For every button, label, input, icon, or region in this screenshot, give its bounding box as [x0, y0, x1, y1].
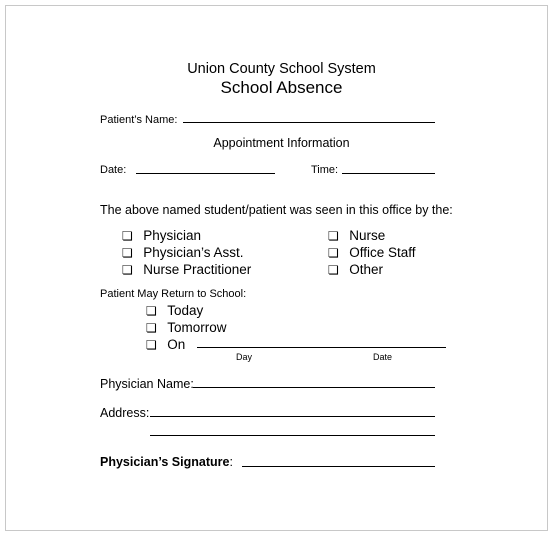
option-label: Tomorrow [167, 320, 227, 335]
return-on-field[interactable] [197, 347, 446, 348]
option-label: Physician’s Asst. [143, 245, 244, 260]
option-physicians-asst[interactable] [122, 244, 244, 262]
checkbox-icon[interactable]: ❏ [122, 263, 133, 277]
time-field[interactable] [342, 173, 435, 174]
option-label: Today [167, 303, 204, 318]
checkbox-icon[interactable]: ❏ [146, 304, 157, 318]
option-nurse[interactable] [328, 227, 385, 245]
checkbox-icon[interactable]: ❏ [328, 229, 339, 243]
checkbox-icon[interactable]: ❏ [122, 246, 133, 260]
option-nurse-practitioner[interactable] [122, 261, 251, 279]
option-label: Other [349, 262, 383, 277]
signature-label: Physician’s Signature [100, 455, 230, 469]
physician-name-field[interactable] [193, 387, 435, 388]
option-label: Office Staff [349, 245, 416, 260]
checkbox-icon[interactable]: ❏ [328, 263, 339, 277]
date-label: Date: [100, 164, 127, 176]
patient-name-label: Patient’s Name: [100, 114, 178, 126]
physician-name-label: Physician Name: [100, 377, 194, 391]
form-title: School Absence [220, 78, 343, 97]
date-field[interactable] [136, 173, 275, 174]
option-other[interactable] [328, 261, 383, 279]
checkbox-icon[interactable]: ❏ [146, 321, 157, 335]
day-caption: Day [236, 352, 253, 362]
signature-label-row [100, 455, 233, 469]
return-label: Patient May Return to School: [100, 288, 247, 300]
return-option-today[interactable] [146, 302, 203, 320]
option-label: Nurse Practitioner [143, 262, 252, 277]
option-office-staff[interactable] [328, 244, 416, 262]
date-caption: Date [373, 352, 393, 362]
seen-by-text: The above named student/patient was seen in this office by the: [100, 203, 453, 217]
appointment-heading: Appointment Information [213, 136, 350, 150]
checkbox-icon[interactable]: ❏ [146, 338, 157, 352]
address-field-line-1[interactable] [150, 416, 435, 417]
checkbox-icon[interactable]: ❏ [122, 229, 133, 243]
option-physician[interactable] [122, 227, 201, 245]
org-name: Union County School System [187, 61, 376, 77]
checkbox-icon[interactable]: ❏ [328, 246, 339, 260]
signature-field[interactable] [242, 466, 435, 467]
return-option-on[interactable] [146, 336, 185, 354]
patient-name-field[interactable] [183, 122, 435, 123]
address-label: Address: [100, 406, 150, 420]
return-option-tomorrow[interactable] [146, 319, 226, 337]
time-label: Time: [311, 164, 339, 176]
option-label: On [167, 337, 186, 352]
option-label: Physician [143, 228, 201, 243]
signature-colon: : [229, 455, 233, 469]
address-field-line-2[interactable] [150, 435, 435, 436]
option-label: Nurse [349, 228, 386, 243]
